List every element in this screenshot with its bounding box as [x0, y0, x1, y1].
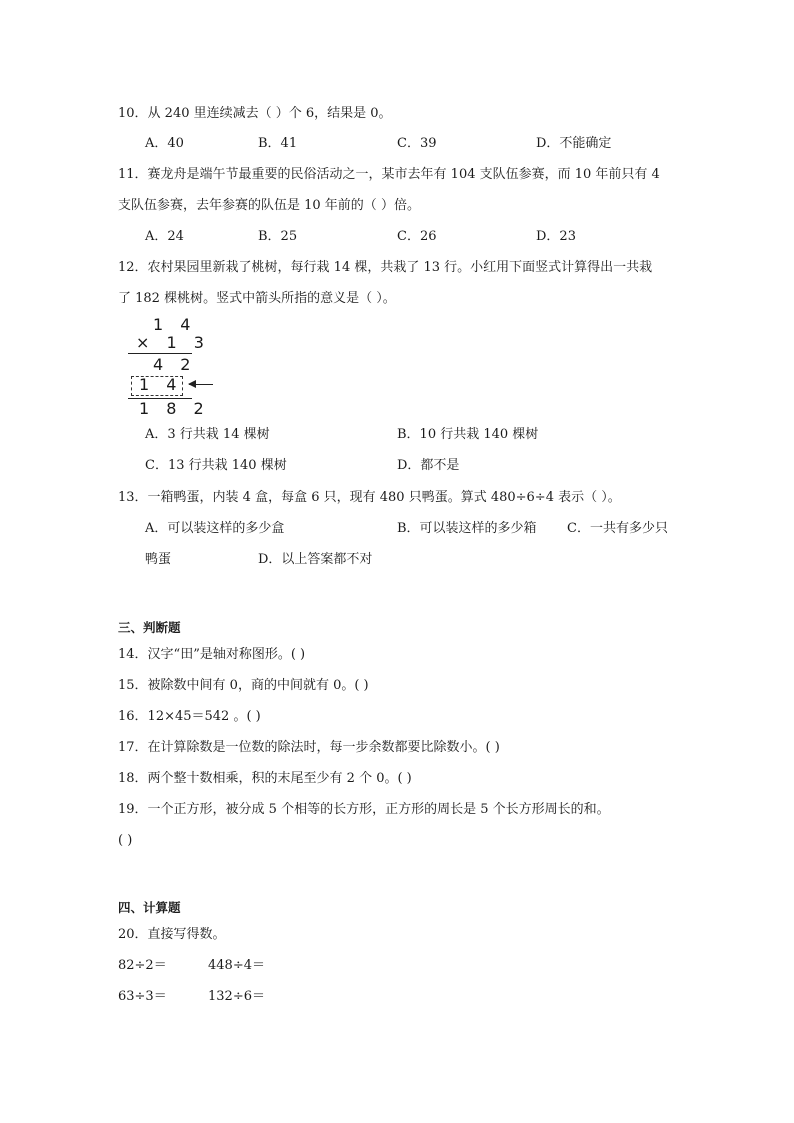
vertical-result: 1 8 2 [139, 399, 210, 418]
calc-item: 132÷6＝ [208, 989, 265, 1004]
q13-option-d: D．以上答案都不对 [258, 552, 373, 567]
section-title-calculation: 四、计算题 [118, 900, 181, 915]
calc-item: 63÷3＝ [118, 989, 167, 1004]
q12-option-c: C．13 行共栽 140 棵树 [145, 458, 287, 473]
q19-answer-paren: ( ) [118, 833, 133, 848]
q10-option-b: B．41 [258, 136, 298, 151]
q12-line2: 了 182 棵桃树。竖式中箭头所指的意义是（ ）。 [118, 291, 396, 306]
q10-option-d: D．不能确定 [536, 136, 612, 151]
q11-option-a: A．24 [145, 229, 184, 244]
q10-option-a: A．40 [145, 136, 184, 151]
q12-line1: 12．农村果园里新栽了桃树，每行栽 14 棵，共栽了 13 行。小红用下面竖式计算得出一共栽 [118, 260, 653, 275]
vertical-multiplicand: 1 4 [153, 315, 197, 334]
q17: 17．在计算除数是一位数的除法时，每一步余数都要比除数小。( ) [118, 740, 500, 755]
q13-option-a: A．可以装这样的多少盒 [145, 521, 285, 536]
vertical-multiplier: × 1 3 [136, 333, 210, 352]
q13-option-c-continued: 鸭蛋 [145, 552, 172, 567]
q11-option-d: D．23 [536, 229, 576, 244]
q13-option-b: B．可以装这样的多少箱 [397, 521, 537, 536]
q13-option-c: C．一共有多少只 [567, 521, 668, 536]
q13-stem: 13．一箱鸭蛋，内装 4 盒，每盒 6 只，现有 480 只鸭蛋。算式 480÷6÷4 表示（ ）。 [118, 490, 621, 505]
q20-stem: 20．直接写得数。 [118, 927, 226, 942]
q15: 15．被除数中间有 0，商的中间就有 0。( ) [118, 678, 369, 693]
vertical-partial-2: 1 4 [139, 375, 183, 394]
q10-stem: 10．从 240 里连续减去（ ）个 6，结果是 0。 [118, 106, 392, 121]
q18: 18．两个整十数相乘，积的末尾至少有 2 个 0。( ) [118, 771, 412, 786]
q10-option-c: C．39 [397, 136, 437, 151]
section-title-judgment: 三、判断题 [118, 620, 181, 635]
calc-item: 82÷2＝ [118, 958, 167, 973]
q16: 16．12×45＝542 。( ) [118, 709, 261, 724]
q12-option-a: A．3 行共栽 14 棵树 [145, 427, 270, 442]
q11-line2: 支队伍参赛，去年参赛的队伍是 10 年前的（ ）倍。 [118, 198, 420, 213]
q12-option-b: B．10 行共栽 140 棵树 [397, 427, 539, 442]
q14: 14．汉字“田”是轴对称图形。( ) [118, 647, 306, 662]
vertical-rule-1 [128, 353, 192, 354]
q12-option-d: D．都不是 [397, 458, 460, 473]
vertical-partial-1: 4 2 [153, 355, 197, 374]
q11-option-c: C．26 [397, 229, 437, 244]
q11-line1: 11．赛龙舟是端午节最重要的民俗活动之一，某市去年有 104 支队伍参赛，而 10 年前只有 4 [118, 167, 660, 182]
calc-item: 448÷4＝ [208, 958, 265, 973]
q11-option-b: B．25 [258, 229, 298, 244]
q19: 19．一个正方形，被分成 5 个相等的长方形，正方形的周长是 5 个长方形周长的和。 [118, 802, 610, 817]
left-arrow-icon [189, 384, 213, 385]
